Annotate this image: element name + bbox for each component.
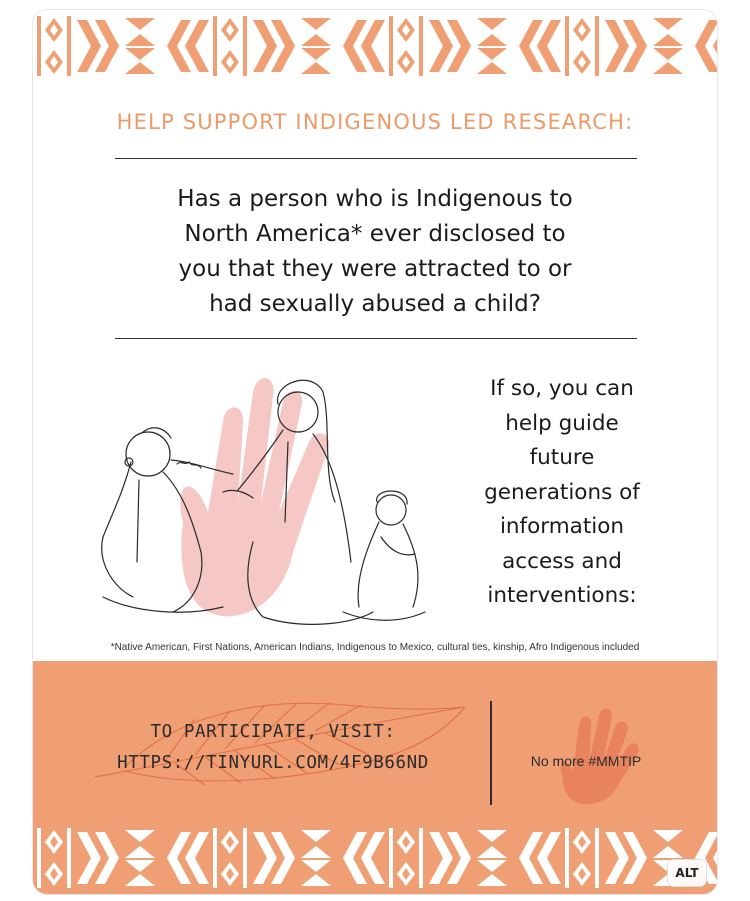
poster-card [33, 10, 717, 894]
question-text: Has a person who is Indigenous to North America* ever disclosed to you that they were attracted to or had sexually abused a child? [177, 186, 573, 317]
family-illustration [73, 362, 433, 637]
footnote: *Native American, First Nations, American Indians, Indigenous to Mexico, cultural ties, kinship, Afro Indigenous included [110, 642, 640, 653]
bottom-pattern-band [33, 822, 717, 894]
alt-text-button[interactable]: ALT [668, 860, 706, 886]
handprint-icon [180, 378, 329, 616]
tagline: No more #MMTIP [530, 753, 642, 769]
pattern-icon [33, 822, 717, 894]
participate-block [83, 717, 463, 779]
top-pattern-band [33, 10, 717, 82]
divider-top [115, 158, 637, 159]
vertical-divider [490, 701, 492, 805]
heading: HELP SUPPORT INDIGENOUS LED RESEARCH: [116, 110, 634, 134]
divider-bottom [115, 338, 637, 339]
participate-label: TO PARTICIPATE, VISIT: [150, 722, 396, 742]
participate-url[interactable]: HTTPS://TINYURL.COM/4F9B66ND [117, 753, 429, 773]
participate-section [33, 661, 717, 822]
cta-text: If so, you can help guide future generations of information access and interventions: [484, 376, 640, 608]
pattern-icon [33, 10, 717, 82]
